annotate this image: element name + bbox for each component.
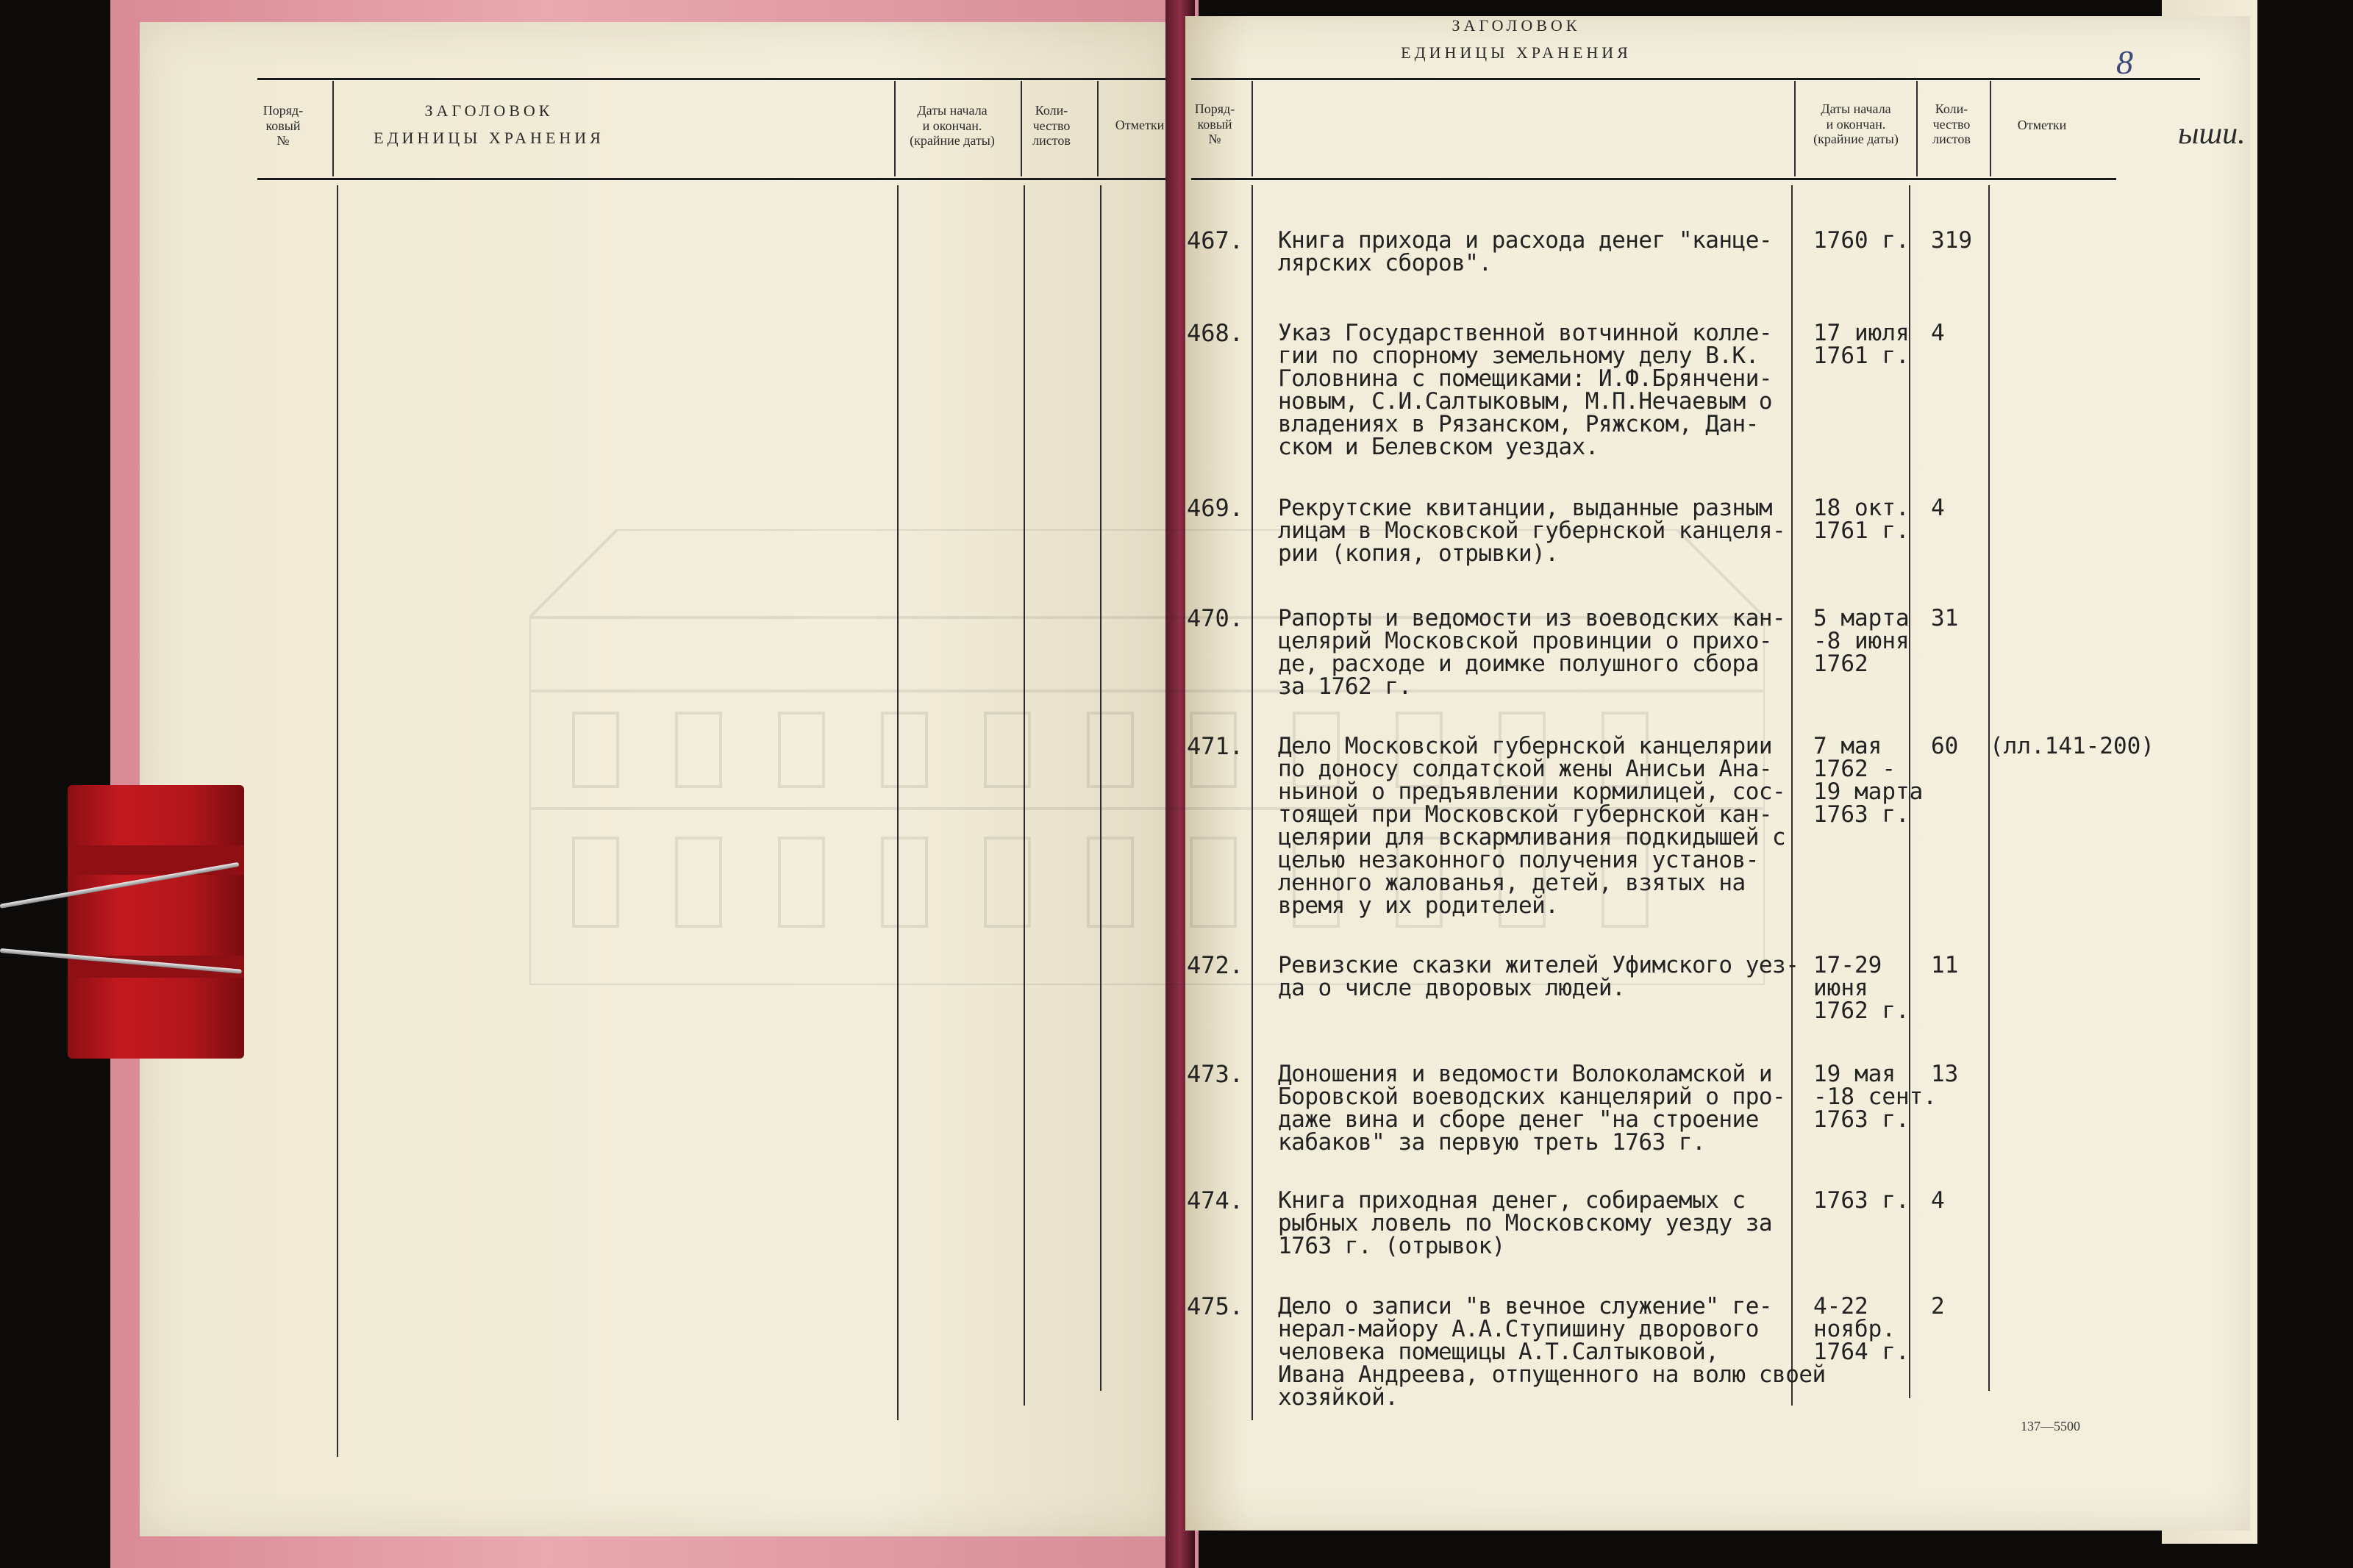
entry-title-line: человека помещицы А.Т.Салтыковой,: [1278, 1339, 1719, 1365]
header-count-line: чество: [1932, 116, 1971, 132]
entry-title-line: Указ Государственной вотчинной колле-: [1278, 320, 1773, 346]
entry-title-line: даже вина и сборе денег "на строение: [1278, 1106, 1759, 1133]
entry-title-line: нерал-майору А.А.Ступишину дворового: [1278, 1316, 1759, 1342]
entry-sheet-count: 319: [1931, 227, 1972, 254]
entry-sheet-count: 4: [1931, 320, 1945, 346]
left-col-dates-header: [890, 103, 1015, 148]
print-code: 137—5500: [2021, 1419, 2080, 1433]
entry-title-line: владениях в Рязанском, Ряжском, Дан-: [1278, 411, 1759, 437]
left-col-notes-header: Отметки: [1115, 118, 1165, 132]
entry-dates-line: 19 мая: [1813, 1061, 1896, 1087]
header-dates-line: Даты начала: [1821, 101, 1891, 116]
entry-title-line: Ревизские сказки жителей Уфимского уез-: [1278, 952, 1799, 978]
right-col-count-header: [1918, 101, 1985, 147]
right-header-divider: [1990, 81, 1991, 176]
entry-dates-line: 18 окт.: [1813, 495, 1910, 521]
entry-title-line: Книга приходная денег, собираемых с: [1278, 1187, 1746, 1214]
left-header-divider: [894, 81, 896, 176]
entry-title-line: Рекрутские квитанции, выданные разным: [1278, 495, 1773, 521]
entry-title-line: Головнина с помещиками: И.Ф.Брянчени-: [1278, 365, 1773, 392]
entry-dates-line: 17 июля: [1813, 320, 1910, 346]
entry-title-line: рии (копия, отрывки).: [1278, 540, 1559, 567]
binder-clip-fold: [68, 845, 244, 875]
header-count-line: листов: [1032, 133, 1071, 148]
entry-title-line: рыбных ловель по Московскому уезду за: [1278, 1210, 1773, 1236]
header-number-line: ковый: [1197, 116, 1232, 132]
entry-sheet-count: 13: [1931, 1061, 1959, 1087]
header-dates-line: (крайние даты): [1813, 132, 1899, 147]
entry-dates-line: 17-29: [1813, 952, 1882, 978]
entry-title-line: Дело о записи "в вечное служение" ге-: [1278, 1293, 1773, 1320]
right-col-notes-header: Отметки: [2017, 118, 2067, 132]
header-count-line: Коли-: [1035, 103, 1068, 118]
left-col-number-header: [250, 103, 316, 148]
entry-dates-line: 1764 г.: [1813, 1339, 1910, 1365]
entry-number: 468.: [1187, 319, 1244, 347]
entry-number: 471.: [1187, 732, 1244, 760]
header-title-line: ЗАГОЛОВОК: [1452, 16, 1581, 35]
entry-sheet-count: 2: [1931, 1293, 1945, 1320]
right-col-dates-header: [1797, 101, 1915, 147]
entry-dates-line: 1763 г.: [1813, 1187, 1910, 1214]
entry-title-line: лярских сборов".: [1278, 250, 1492, 276]
entry-number: 472.: [1187, 951, 1244, 979]
header-number-line: ковый: [265, 118, 301, 133]
left-col-title-header: [331, 101, 647, 148]
entry-title-line: Доношения и ведомости Волоколамской и: [1278, 1061, 1773, 1087]
entry-title-line: тоящей при Московской губернской кан-: [1278, 801, 1773, 828]
left-col-count-header: [1018, 103, 1085, 148]
page-number: 8: [2116, 43, 2133, 81]
header-count-line: листов: [1932, 132, 1971, 147]
entry-dates-line: 5 марта: [1813, 605, 1910, 631]
entry-title-line: да о числе дворовых людей.: [1278, 975, 1626, 1001]
entry-number: 470.: [1187, 604, 1244, 632]
entry-title-line: гии по спорному земельному делу В.К.: [1278, 343, 1759, 369]
header-dates-line: (крайние даты): [910, 133, 995, 148]
header-title-line: ЕДИНИЦЫ ХРАНЕНИЯ: [374, 129, 604, 148]
left-header-divider: [1097, 81, 1099, 176]
entry-dates-line: 1763 г.: [1813, 801, 1910, 828]
left-header-top-rule: [257, 78, 1169, 80]
entry-title-line: Книга прихода и расхода денег "канце-: [1278, 227, 1773, 254]
entry-title-line: Боровской воеводских канцелярий о про-: [1278, 1084, 1786, 1110]
entry-title-line: де, расходе и доимке полушного сбора: [1278, 651, 1759, 677]
entry-title-line: ском и Белевском уездах.: [1278, 434, 1599, 460]
entry-sheet-count: 31: [1931, 605, 1959, 631]
entry-title-line: по доносу солдатской жены Анисьи Ана-: [1278, 756, 1773, 782]
right-header-divider: [1252, 81, 1253, 176]
entry-title-line: лицам в Московской губернской канцеля-: [1278, 518, 1786, 544]
entry-dates-line: 1760 г.: [1813, 227, 1910, 254]
header-number-line: №: [1208, 132, 1221, 147]
right-column-rule: [1791, 185, 1793, 1406]
left-header-divider: [1021, 81, 1022, 176]
entry-title-line: ньиной о предъявлении кормилицей, сос-: [1278, 778, 1786, 805]
entry-title-line: ленного жалованья, детей, взятых на: [1278, 870, 1746, 896]
entry-sheet-count: 60: [1931, 733, 1959, 759]
entry-title-line: целярий Московской провинции о прихо-: [1278, 628, 1773, 654]
entry-dates-line: 19 марта: [1813, 778, 1924, 805]
entry-title-line: целярии для вскармливания подкидышей с: [1278, 824, 1786, 851]
binder-clip: [68, 785, 244, 1059]
header-count-line: Коли-: [1935, 101, 1968, 116]
entry-title-line: новым, С.И.Салтыковым, М.П.Нечаевым о: [1278, 388, 1773, 415]
entry-number: 473.: [1187, 1060, 1244, 1088]
entry-dates-line: 1761 г.: [1813, 343, 1910, 369]
entry-dates-line: июня: [1813, 975, 1868, 1001]
entry-title-line: 1763 г. (отрывок): [1278, 1233, 1505, 1259]
entry-dates-line: 1763 г.: [1813, 1106, 1910, 1133]
header-dates-line: и окончан.: [922, 118, 982, 133]
right-header-divider: [1794, 81, 1796, 176]
entry-notes: (лл.141-200): [1990, 733, 2154, 759]
right-header-bottom-rule: [1191, 178, 2116, 180]
header-number-line: Поряд-: [263, 103, 304, 118]
entry-sheet-count: 4: [1931, 1187, 1945, 1214]
edge-handwriting: ыши.: [2178, 117, 2246, 151]
entry-dates-line: ноябр.: [1813, 1316, 1896, 1342]
right-col-number-header: [1185, 101, 1244, 147]
entry-dates-line: 1762 г.: [1813, 998, 1910, 1024]
entry-dates-line: 1762: [1813, 651, 1868, 677]
left-header-divider: [332, 81, 334, 176]
entry-number: 469.: [1187, 494, 1244, 522]
header-number-line: №: [276, 133, 290, 148]
entry-title-line: Ивана Андреева, отпущенного на волю своей: [1278, 1361, 1826, 1388]
entry-dates-line: -8 июня: [1813, 628, 1910, 654]
entry-title-line: время у их родителей.: [1278, 892, 1559, 919]
entry-title-line: целью незаконного получения установ-: [1278, 847, 1759, 873]
entry-title-line: кабаков" за первую треть 1763 г.: [1278, 1129, 1706, 1156]
entry-title-line: хозяйкой.: [1278, 1384, 1399, 1411]
right-header-top-rule: [1191, 78, 2200, 80]
right-header-divider: [1916, 81, 1918, 176]
entry-title-line: Рапорты и ведомости из воеводских кан-: [1278, 605, 1786, 631]
header-count-line: чество: [1032, 118, 1071, 133]
left-column-rule: [337, 185, 338, 1457]
header-title-line: ЕДИНИЦЫ ХРАНЕНИЯ: [1401, 43, 1632, 62]
entry-number: 474.: [1187, 1186, 1244, 1214]
entry-dates-line: 4-22: [1813, 1293, 1868, 1320]
entry-dates-line: 1761 г.: [1813, 518, 1910, 544]
header-title-line: ЗАГОЛОВОК: [424, 101, 554, 120]
entry-dates-line: 7 мая: [1813, 733, 1882, 759]
entry-sheet-count: 11: [1931, 952, 1959, 978]
right-col-title-header: [1354, 16, 1678, 62]
header-dates-line: Даты начала: [917, 103, 988, 118]
entry-number: 467.: [1187, 226, 1244, 254]
entry-dates-line: 1762 -: [1813, 756, 1896, 782]
entry-title-line: за 1762 г.: [1278, 673, 1412, 700]
entry-title-line: Дело Московской губернской канцелярии: [1278, 733, 1773, 759]
entry-dates-line: -18 сент.: [1813, 1084, 1937, 1110]
entry-sheet-count: 4: [1931, 495, 1945, 521]
right-column-rule: [1988, 185, 1990, 1391]
header-number-line: Поряд-: [1194, 101, 1235, 116]
entry-number: 475.: [1187, 1292, 1244, 1320]
left-header-bottom-rule: [257, 178, 1169, 180]
header-dates-line: и окончан.: [1826, 116, 1886, 132]
